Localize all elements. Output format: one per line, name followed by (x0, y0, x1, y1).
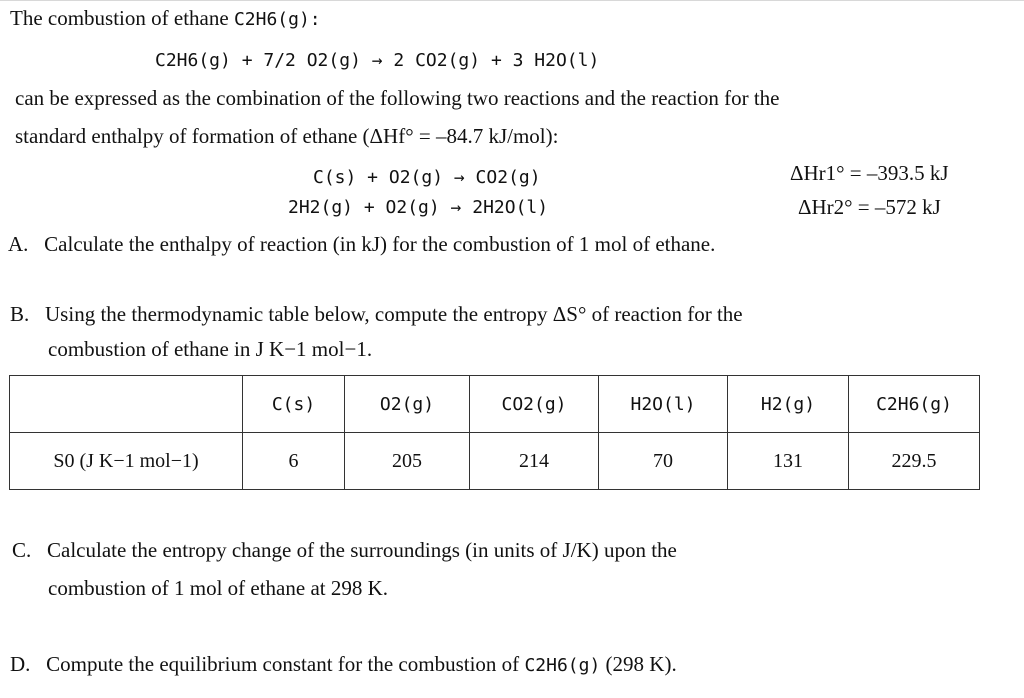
question-d-label: D. (10, 652, 31, 676)
table-value-cell: 6 (243, 433, 345, 490)
question-a-text: Calculate the enthalpy of reaction (in kJ) for the combustion of 1 mol of ethane. (44, 232, 716, 256)
reaction-2-enthalpy: ΔHr2° = –572 kJ (798, 195, 941, 219)
main-reaction: C2H6(g) + 7/2 O2(g) → 2 CO2(g) + 3 H2O(l) (155, 50, 600, 71)
question-c-text-1: Calculate the entropy change of the surroundings (in units of J/K) upon the (47, 538, 677, 562)
question-d (10, 651, 677, 679)
table-header-cell: C2H6(g) (849, 376, 980, 433)
reaction-2-equation: 2H2(g) + O2(g) → 2H2O(l) (288, 197, 549, 218)
question-a (8, 231, 715, 257)
question-b-text-1: Using the thermodynamic table below, compute the entropy ΔS° of reaction for the (45, 302, 743, 326)
table-header-cell: C(s) (243, 376, 345, 433)
table-value-cell: 205 (345, 433, 470, 490)
table-value-cell: 214 (470, 433, 599, 490)
table-row-label: S0 (J K−1 mol−1) (10, 433, 243, 490)
top-border (0, 0, 1024, 1)
intro-line (10, 5, 321, 33)
reaction-1-equation: C(s) + O2(g) → CO2(g) (313, 167, 541, 188)
question-c-text-2: combustion of 1 mol of ethane at 298 K. (48, 576, 389, 600)
intro-prefix: The combustion of ethane (10, 6, 234, 30)
table-value-row (10, 433, 980, 490)
table-header-row (10, 376, 980, 433)
description-line-2: standard enthalpy of formation of ethane (ΔHf° = –84.7 kJ/mol): (15, 124, 559, 148)
question-b-line-1 (10, 301, 743, 327)
description-line-1: can be expressed as the combination of the following two reactions and the reaction for the (15, 86, 780, 110)
question-d-formula: C2H6(g) (524, 655, 601, 676)
table-value-cell: 229.5 (849, 433, 980, 490)
table-value-cell: 70 (599, 433, 728, 490)
table-header-cell: CO2(g) (470, 376, 599, 433)
table-header-cell: H2(g) (728, 376, 849, 433)
table-corner-cell (10, 376, 243, 433)
entropy-table (9, 375, 980, 490)
reaction-1-enthalpy: ΔHr1° = –393.5 kJ (790, 161, 949, 185)
intro-formula: C2H6(g): (233, 9, 321, 30)
question-c-label: C. (12, 538, 32, 562)
question-d-text-suffix: (298 K). (600, 652, 677, 676)
table-header-cell: H2O(l) (599, 376, 728, 433)
question-b-text-2: combustion of ethane in J K−1 mol−1. (48, 337, 373, 361)
question-b-label: B. (10, 302, 30, 326)
question-d-text-prefix: Compute the equilibrium constant for the combustion of (46, 652, 525, 676)
table-value-cell: 131 (728, 433, 849, 490)
table-header-cell: O2(g) (345, 376, 470, 433)
question-c-line-1 (12, 537, 677, 563)
question-a-label: A. (8, 232, 29, 256)
